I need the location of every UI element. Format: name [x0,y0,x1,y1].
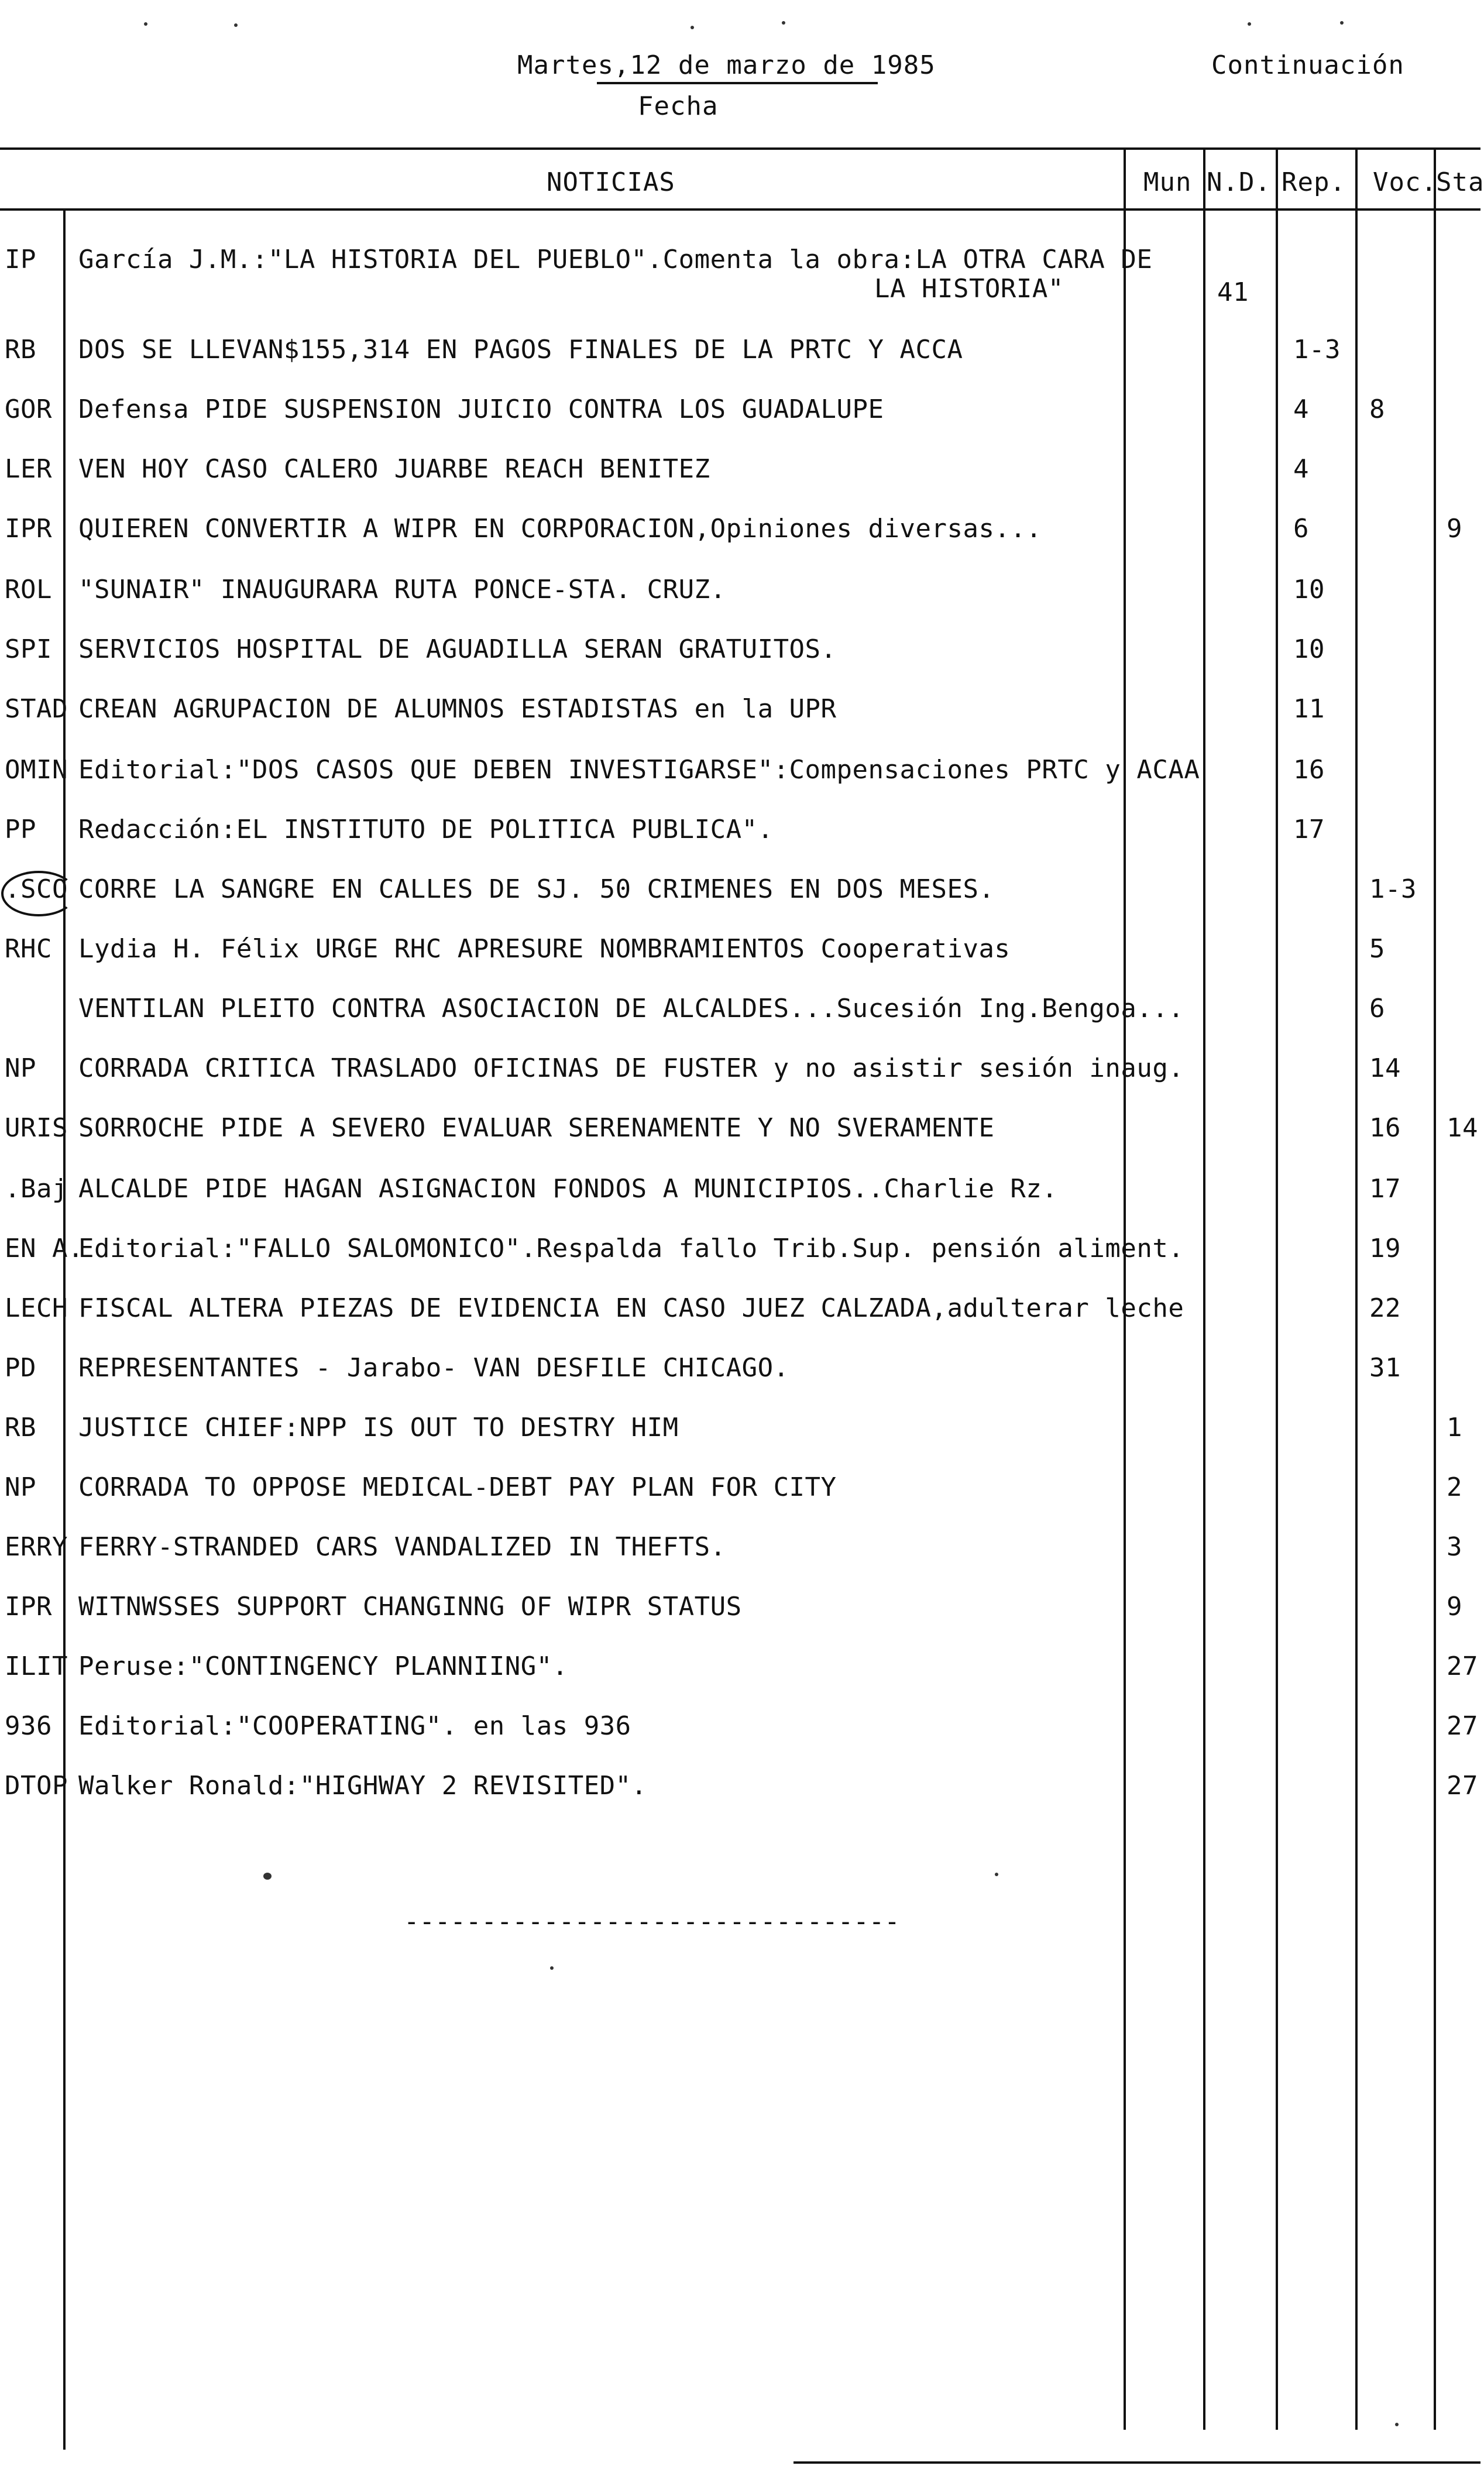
voc-page: 1-3 [1369,874,1417,904]
headline: DOS SE LLEVAN$155,314 EN PAGOS FINALES DE LA PRTC Y ACCA [78,335,963,365]
headline: CORRADA CRITICA TRASLADO OFICINAS DE FUSTER y no asistir sesión inaug. [78,1053,1184,1083]
source-code: ROL [5,575,52,605]
voc-page: 8 [1369,394,1385,424]
source-code: ERRY [5,1532,68,1562]
headline: Peruse:"CONTINGENCY PLANNIING". [78,1651,568,1681]
news-row [0,1234,1480,1292]
news-row [0,755,1480,813]
headline: Defensa PIDE SUSPENSION JUICIO CONTRA LOS GUADALUPE [78,394,884,424]
news-row [0,994,1480,1052]
scan-speck [782,21,785,25]
source-code: RB [5,1413,36,1443]
news-row [0,694,1480,753]
news-row [0,1592,1480,1650]
continuation-label: Continuación [1211,50,1404,80]
headline: SORROCHE PIDE A SEVERO EVALUAR SERENAMENTE Y NO SVERAMENTE [78,1113,995,1143]
news-row [0,335,1480,393]
sta-page: 27 [1447,1651,1478,1681]
news-row [0,1651,1480,1710]
end-of-list-dashes: -------------------------------- [404,1907,900,1936]
rep-page: 6 [1293,514,1309,544]
voc-page: 5 [1369,934,1385,964]
headline: Editorial:"DOS CASOS QUE DEBEN INVESTIGARSE":Compensaciones PRTC y ACAA [78,755,1200,785]
rep-page: 1-3 [1293,335,1341,365]
col-header-rep: Rep. [1282,167,1346,197]
rep-page: 10 [1293,575,1325,605]
headline: WITNWSSES SUPPORT CHANGINNG OF WIPR STATUS [78,1592,742,1622]
news-row [0,394,1480,453]
source-code: DTOP [5,1771,68,1801]
footer-rule [793,2461,1480,2464]
source-code: IPR [5,514,52,544]
news-row [0,1771,1480,1829]
rep-page: 10 [1293,634,1325,664]
scan-speck [691,26,694,29]
voc-page: 19 [1369,1234,1401,1263]
col-header-voc: Voc. [1373,167,1437,197]
news-row [0,454,1480,513]
scan-speck [144,22,147,26]
news-row [0,245,1480,307]
news-row [0,1413,1480,1471]
source-code: PP [5,815,36,844]
headline-continuation-wrap [78,274,1146,304]
rep-page: 4 [1293,454,1309,484]
source-code: EN A. [5,1234,84,1263]
scan-speck [1395,2423,1399,2426]
news-row [0,815,1480,873]
news-row [0,1174,1480,1232]
headline-continuation: LA HISTORIA" [874,274,1064,304]
news-row [0,1353,1480,1412]
news-row [0,1113,1480,1172]
headline: QUIEREN CONVERTIR A WIPR EN CORPORACION,Opiniones diversas... [78,514,1042,544]
source-code: NP [5,1472,36,1502]
source-code: URIS [5,1113,68,1143]
sta-page: 2 [1447,1472,1462,1502]
headline: ALCALDE PIDE HAGAN ASIGNACION FONDOS A MUNICIPIOS..Charlie Rz. [78,1174,1058,1204]
source-code: LECH [5,1293,68,1323]
document-date: Martes,12 de marzo de 1985 [517,50,936,80]
headline: Lydia H. Félix URGE RHC APRESURE NOMBRAMIENTOS Cooperativas [78,934,1011,964]
source-code: STAD [5,694,68,724]
sta-page: 14 [1447,1113,1478,1143]
headline: JUSTICE CHIEF:NPP IS OUT TO DESTRY HIM [78,1413,679,1443]
table-header-rule [0,208,1480,211]
source-code: NP [5,1053,36,1083]
source-code: RHC [5,934,52,964]
source-code: .Baj [5,1174,68,1204]
headline: VENTILAN PLEITO CONTRA ASOCIACION DE ALCALDES...Sucesión Ing.Bengoa... [78,994,1184,1024]
headline: Walker Ronald:"HIGHWAY 2 REVISITED". [78,1771,647,1801]
source-code: IP [5,245,36,274]
source-code: ILIT [5,1651,68,1681]
source-code: OMIN [5,755,68,785]
headline: CREAN AGRUPACION DE ALUMNOS ESTADISTAS en la UPR [78,694,837,724]
source-code: .SCO [5,874,68,904]
scan-speck [550,1966,554,1970]
headline: REPRESENTANTES - Jarabo- VAN DESFILE CHICAGO. [78,1353,789,1383]
news-row [0,1293,1480,1352]
scan-speck [1248,22,1251,26]
source-code: GOR [5,394,52,424]
source-code: SPI [5,634,52,664]
source-code: LER [5,454,52,484]
handwritten-circle [1,871,76,916]
scan-speck [234,23,238,27]
sta-page: 9 [1447,514,1462,544]
headline: FERRY-STRANDED CARS VANDALIZED IN THEFTS. [78,1532,726,1562]
voc-page: 6 [1369,994,1385,1024]
sta-page: 9 [1447,1592,1462,1622]
headline: Editorial:"COOPERATING". en las 936 [78,1711,631,1741]
source-code: IPR [5,1592,52,1622]
rep-page: 16 [1293,755,1325,785]
news-row [0,575,1480,633]
col-header-sta: Sta [1436,167,1484,197]
scan-speck [995,1873,998,1876]
rep-page: 17 [1293,815,1325,844]
scan-speck [1340,21,1344,25]
news-row [0,634,1480,693]
fecha-label: Fecha [638,91,719,121]
voc-page: 14 [1369,1053,1401,1083]
headline: García J.M.:"LA HISTORIA DEL PUEBLO".Comenta la obra:LA OTRA CARA DE [78,245,1153,274]
headline: SERVICIOS HOSPITAL DE AGUADILLA SERAN GRATUITOS. [78,634,837,664]
headline: Editorial:"FALLO SALOMONICO".Respalda fallo Trib.Sup. pensión aliment. [78,1234,1184,1263]
col-header-noticias: NOTICIAS [547,167,675,197]
news-row [0,1472,1480,1531]
news-row [0,934,1480,993]
news-row [0,1053,1480,1112]
headline: FISCAL ALTERA PIEZAS DE EVIDENCIA EN CASO JUEZ CALZADA,adulterar leche [78,1293,1184,1323]
news-row [0,874,1480,933]
voc-page: 16 [1369,1113,1401,1143]
nd-page: 41 [1217,277,1249,307]
voc-page: 17 [1369,1174,1401,1204]
sta-page: 27 [1447,1771,1478,1801]
date-underline [597,82,878,84]
headline: "SUNAIR" INAUGURARA RUTA PONCE-STA. CRUZ. [78,575,726,605]
scan-speck [263,1873,272,1880]
news-row [0,1532,1480,1591]
voc-page: 31 [1369,1353,1401,1383]
sta-page: 1 [1447,1413,1462,1443]
col-header-mun: Mun [1143,167,1192,197]
rep-page: 4 [1293,394,1309,424]
rep-page: 11 [1293,694,1325,724]
table-top-rule [0,147,1480,150]
sta-page: 3 [1447,1532,1462,1562]
news-row [0,1711,1480,1770]
voc-page: 22 [1369,1293,1401,1323]
news-row [0,514,1480,572]
source-code: RB [5,335,36,365]
source-code: 936 [5,1711,52,1741]
headline: Redacción:EL INSTITUTO DE POLITICA PUBLICA". [78,815,774,844]
sta-page: 27 [1447,1711,1478,1741]
headline: CORRE LA SANGRE EN CALLES DE SJ. 50 CRIMENES EN DOS MESES. [78,874,995,904]
headline: CORRADA TO OPPOSE MEDICAL-DEBT PAY PLAN FOR CITY [78,1472,837,1502]
col-header-nd: N.D. [1207,167,1271,197]
headline: VEN HOY CASO CALERO JUARBE REACH BENITEZ [78,454,710,484]
source-code: PD [5,1353,36,1383]
